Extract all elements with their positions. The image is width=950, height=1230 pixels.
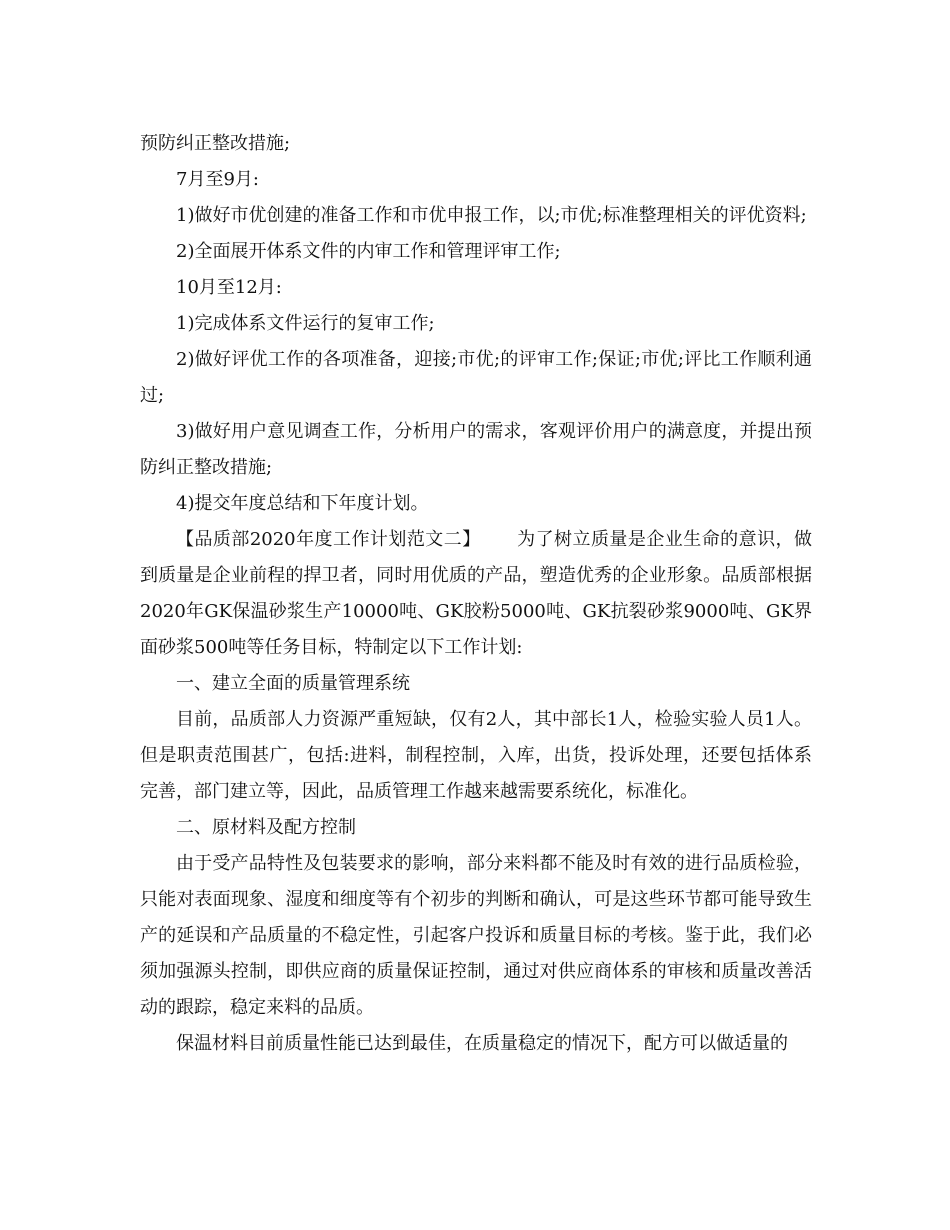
paragraph-body: 保温材料目前质量性能已达到最佳，在质量稳定的情况下，配方可以做适量的	[176, 1033, 788, 1054]
paragraph-body: 由于受产品特性及包装要求的影响，部分来料都不能及时有效的进行品质检验，只能对表面现象、湿度和细度等有个初步的判断和确认，可是这些环节都可能导致生产的延误和产品质量的不稳定性，引起客户投诉和质量目标的考核。鉴于此，我们必须加强源头控制，即供应商的质量保证控制，通过对供应商体系的审核和质量改善活动的跟踪，稳定来料的品质。	[140, 853, 812, 1018]
subheading-quality-system: 一、建立全面的质量管理系统	[176, 673, 410, 694]
section-intro: 为了树立质量是企业生命的意识，做到质量是企业前程的捍卫者，同时用优质的产品，塑造优秀的企业形象。品质部根据2020年GK保温砂浆生产10000吨、GK胶粉5000吨、GK抗裂砂浆9000吨、GK界面砂浆500吨等任务目标，特制定以下工作计划:	[140, 529, 813, 658]
section-heading: 【品质部2020年度工作计划范文二】	[176, 529, 481, 550]
paragraph-period-jul-sep: 7月至9月:	[176, 169, 259, 190]
paragraph-item: 1)完成体系文件运行的复审工作;	[176, 313, 435, 334]
paragraph-item: 2)全面展开体系文件的内审工作和管理评审工作;	[176, 241, 561, 262]
paragraph-item: 4)提交年度总结和下年度计划。	[176, 493, 429, 514]
paragraph-body: 目前，品质部人力资源严重短缺，仅有2人，其中部长1人，检验实验人员1人。但是职责范围甚广，包括:进料，制程控制，入库，出货，投诉处理，还要包括体系完善，部门建立等，因此，品质管理工作越来越需要系统化，标准化。	[140, 709, 812, 802]
subheading-materials: 二、原材料及配方控制	[176, 817, 356, 838]
paragraph-item: 1)做好市优创建的准备工作和市优申报工作，以;市优;标准整理相关的评优资料;	[176, 205, 807, 226]
paragraph-continuation: 预防纠正整改措施;	[140, 133, 291, 154]
paragraph-item: 3)做好用户意见调查工作，分析用户的需求，客观评价用户的满意度，并提出预防纠正整改措施;	[140, 421, 812, 478]
paragraph-item: 2)做好评优工作的各项准备，迎接;市优;的评审工作;保证;市优;评比工作顺利通过;	[140, 349, 812, 406]
paragraph-period-oct-dec: 10月至12月:	[176, 277, 282, 298]
section-paragraph	[140, 522, 812, 666]
document-body	[140, 126, 812, 1062]
